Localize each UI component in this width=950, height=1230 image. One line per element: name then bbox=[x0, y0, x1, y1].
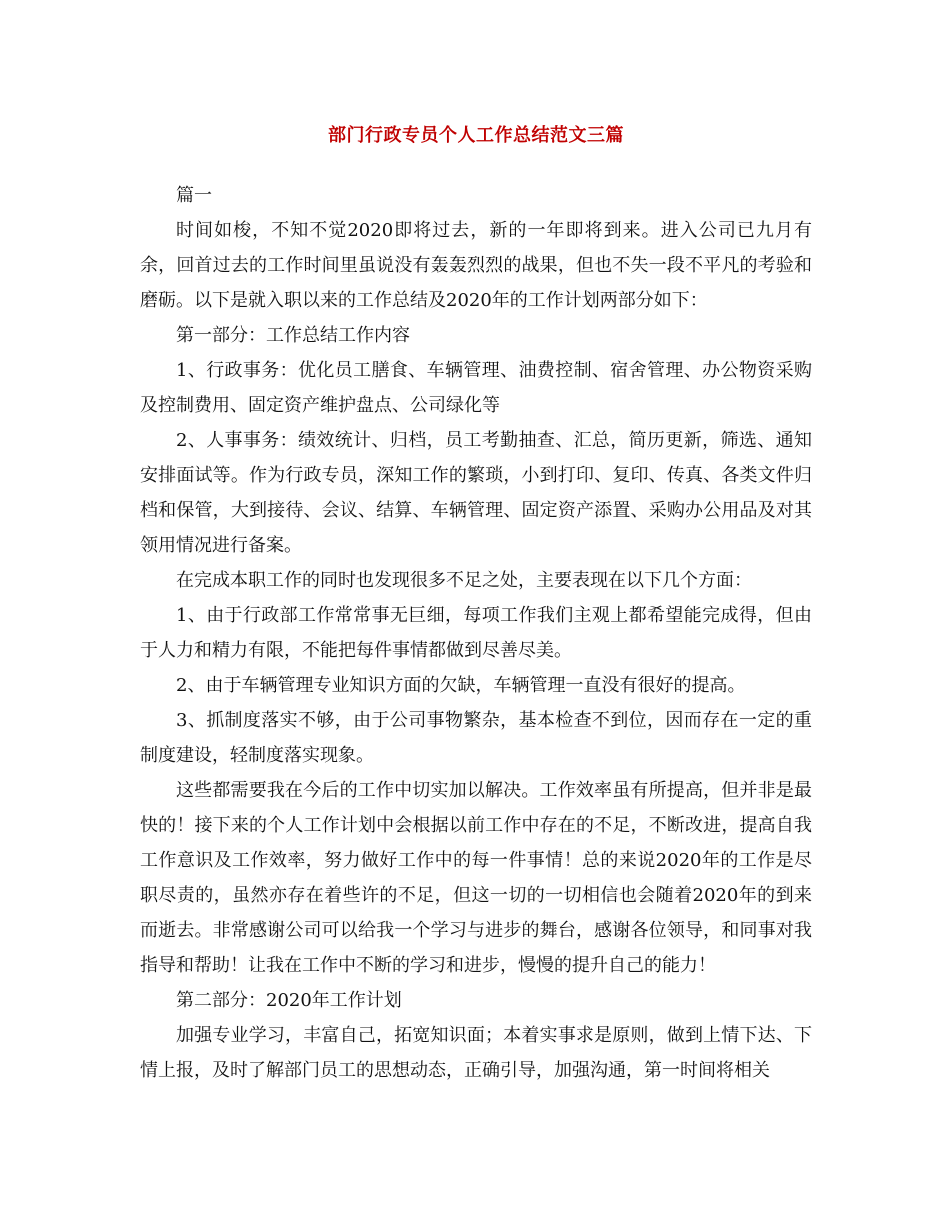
part-two-heading: 第二部分：2020年工作计划 bbox=[176, 990, 402, 1011]
shortcoming-item-1: 1、由于行政部工作常常事无巨细，每项工作我们主观上都希望能完成得，但由于人力和精力有限，不能把每件事情都做到尽善尽美。 bbox=[140, 605, 812, 661]
plan-paragraph: 加强专业学习，丰富自己，拓宽知识面；本着实事求是原则，做到上情下达、下情上报，及时了解部门员工的思想动态，正确引导，加强沟通，第一时间将相关 bbox=[140, 1025, 812, 1081]
shortcomings-intro-paragraph: 在完成本职工作的同时也发现很多不足之处，主要表现在以下几个方面： bbox=[176, 570, 752, 591]
hr-affairs-paragraph: 2、人事事务：绩效统计、归档，员工考勤抽查、汇总，简历更新，筛选、通知安排面试等。作为行政专员，深知工作的繁琐，小到打印、复印、传真、各类文件归档和保管，大到接待、会议、结算、车辆管理、固定资产添置、采购办公用品及对其领用情况进行备案。 bbox=[140, 430, 812, 556]
part-one-heading: 第一部分：工作总结工作内容 bbox=[176, 325, 410, 346]
document-page bbox=[140, 120, 812, 1088]
shortcoming-item-2: 2、由于车辆管理专业知识方面的欠缺，车辆管理一直没有很好的提高。 bbox=[176, 675, 746, 696]
summary-paragraph: 这些都需要我在今后的工作中切实加以解决。工作效率虽有所提高，但并非是最快的！接下来的个人工作计划中会根据以前工作中存在的不足，不断改进，提高自我工作意识及工作效率，努力做好工作中的每一件事情！总的来说2020年的工作是尽职尽责的，虽然亦存在着些许的不足，但这一切的一切相信也会随着2020年的到来而逝去。非常感谢公司可以给我一个学习与进步的舞台，感谢各位领导，和同事对我指导和帮助！让我在工作中不断的学习和进步，慢慢的提升自己的能力！ bbox=[140, 780, 812, 976]
document-title: 部门行政专员个人工作总结范文三篇 bbox=[328, 125, 624, 146]
section-label-part-one: 篇一 bbox=[176, 185, 212, 206]
shortcoming-item-3: 3、抓制度落实不够，由于公司事物繁杂，基本检查不到位，因而存在一定的重制度建设，轻制度落实现象。 bbox=[140, 710, 812, 766]
admin-affairs-paragraph: 1、行政事务：优化员工膳食、车辆管理、油费控制、宿舍管理、办公物资采购及控制费用、固定资产维护盘点、公司绿化等 bbox=[140, 360, 812, 416]
intro-paragraph: 时间如梭，不知不觉2020即将过去，新的一年即将到来。进入公司已九月有余，回首过去的工作时间里虽说没有轰轰烈烈的战果，但也不失一段不平凡的考验和磨砺。以下是就入职以来的工作总结及2020年的工作计划两部分如下： bbox=[140, 220, 812, 311]
